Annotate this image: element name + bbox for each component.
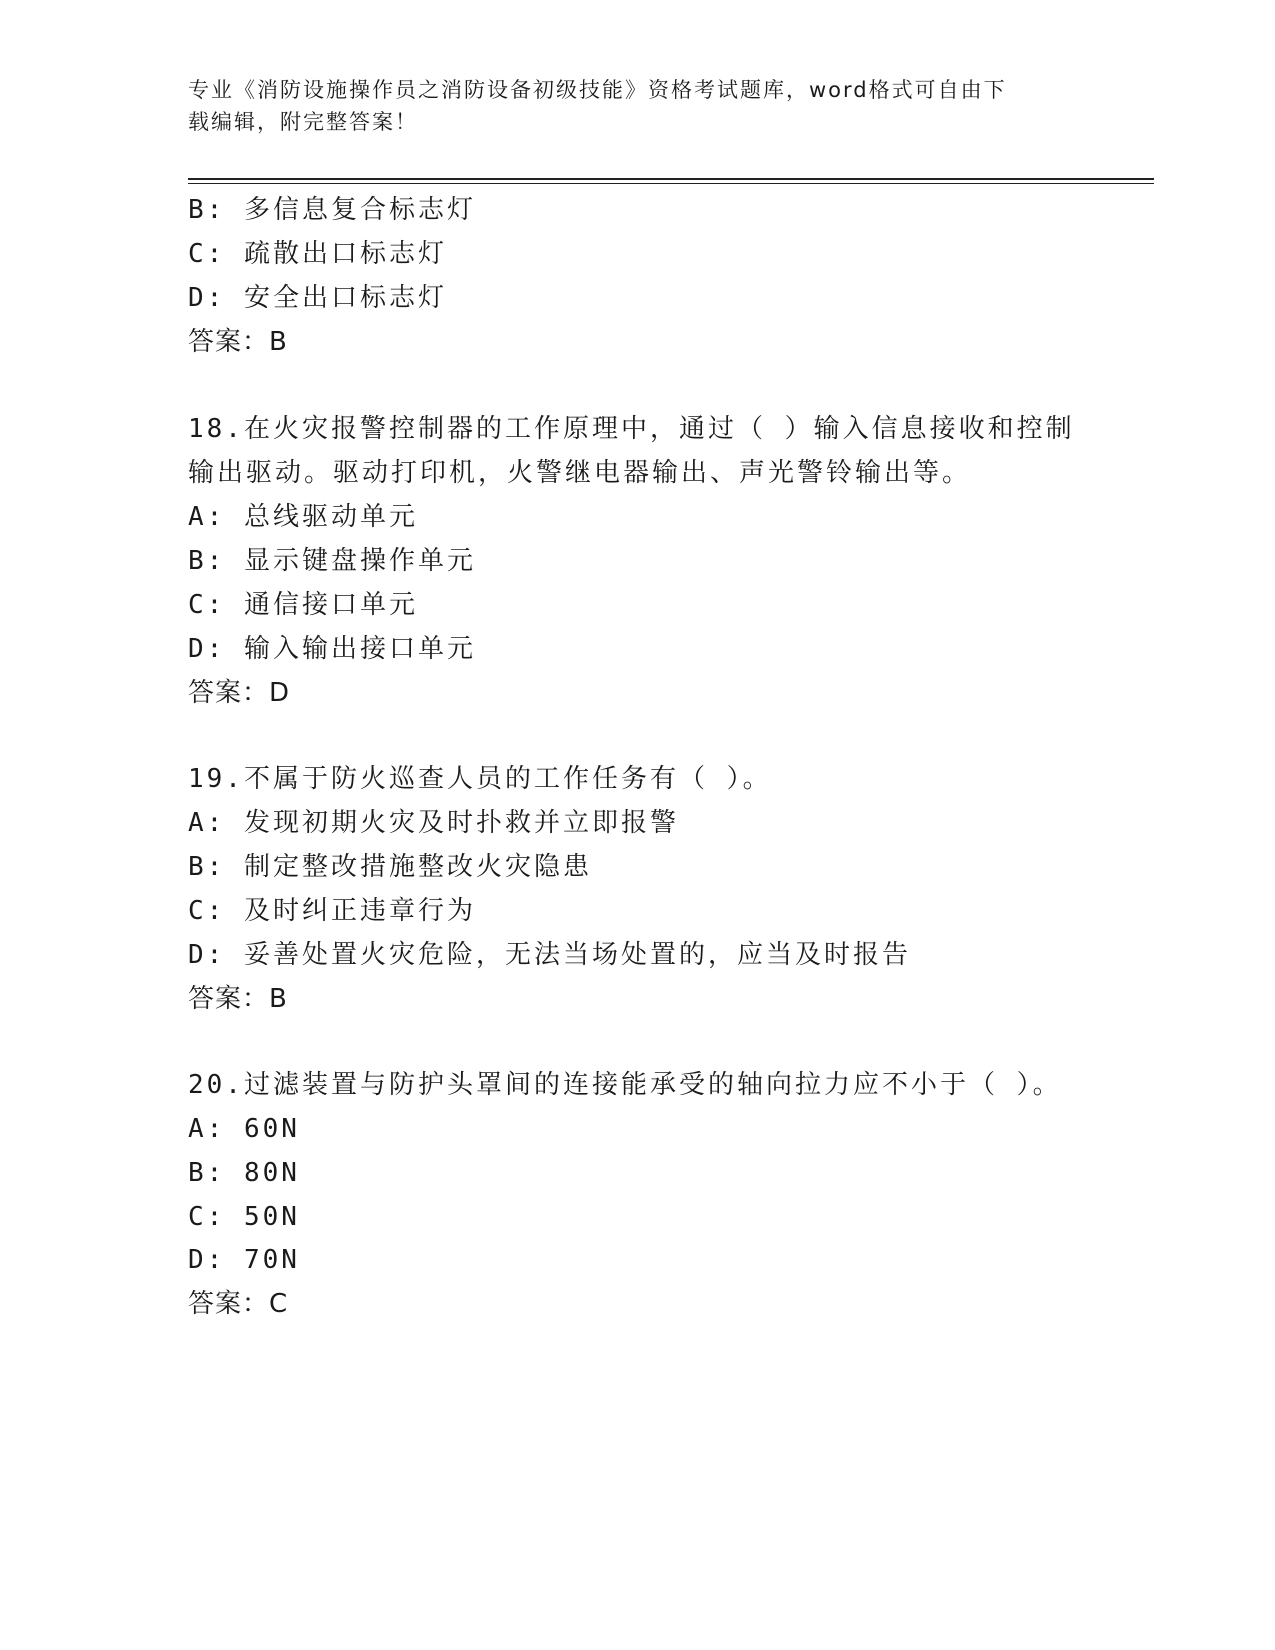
q18-stem-line-1: 18.在火灾报警控制器的工作原理中，通过（ ）输入信息接收和控制: [188, 414, 1075, 444]
q18-option-b: B: 显示键盘操作单元: [188, 546, 476, 576]
q17-option-d: D: 安全出口标志灯: [188, 283, 447, 313]
header-line-1: 专业《消防设施操作员之消防设备初级技能》资格考试题库，word格式可自由下: [188, 78, 1007, 102]
q19-option-a: A: 发现初期火灾及时扑救并立即报警: [188, 808, 679, 838]
q17-option-b: B: 多信息复合标志灯: [188, 195, 476, 225]
q18-stem-line-2: 输出驱动。驱动打印机，火警继电器输出、声光警铃输出等。: [188, 458, 972, 488]
q19-option-c: C: 及时纠正违章行为: [188, 896, 476, 926]
q19-stem-line-1: 19.不属于防火巡查人员的工作任务有（ ）。: [188, 764, 772, 794]
q18-option-d: D: 输入输出接口单元: [188, 634, 476, 664]
q18-option-a: A: 总线驱动单元: [188, 502, 418, 532]
q19-option-d: D: 妥善处置火灾危险，无法当场处置的，应当及时报告: [188, 940, 911, 970]
q20-option-b: B: 80N: [188, 1158, 300, 1188]
q17-option-c: C: 疏散出口标志灯: [188, 239, 447, 269]
q20-option-d: D: 70N: [188, 1245, 300, 1275]
q18-option-c: C: 通信接口单元: [188, 590, 418, 620]
q19-answer: 答案：B: [188, 984, 288, 1014]
document-header: [188, 74, 1068, 138]
header-line-2: 载编辑，附完整答案！: [188, 110, 418, 134]
q20-answer: 答案：C: [188, 1289, 289, 1319]
q20-option-a: A: 60N: [188, 1114, 300, 1144]
q18-answer: 答案：D: [188, 678, 291, 708]
q19-option-b: B: 制定整改措施整改火灾隐患: [188, 852, 592, 882]
q17-answer: 答案：B: [188, 327, 288, 357]
q20-option-c: C: 50N: [188, 1202, 300, 1232]
header-divider-thick: [188, 178, 1154, 180]
q20-stem-line-1: 20.过滤装置与防护头罩间的连接能承受的轴向拉力应不小于（ ）。: [188, 1070, 1062, 1100]
header-divider-thin: [188, 183, 1154, 184]
